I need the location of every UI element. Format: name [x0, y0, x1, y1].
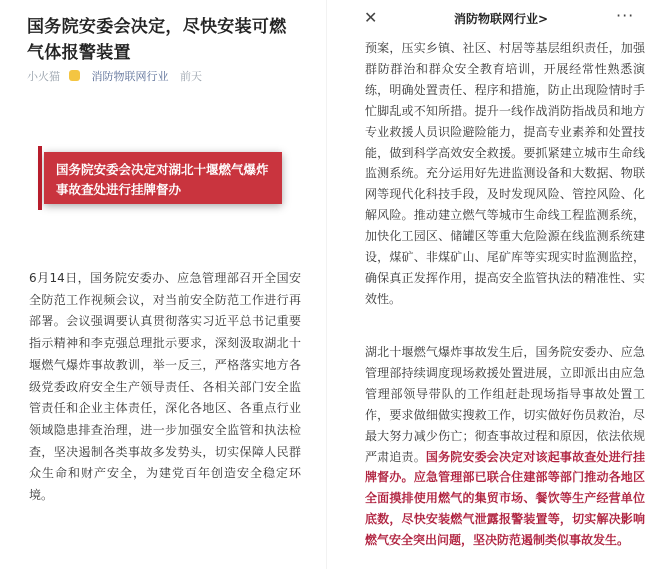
- article-meta: [27, 68, 210, 84]
- author-name[interactable]: 小火猫: [27, 70, 80, 83]
- highlighted-text: 国务院安委会决定对该起事故查处进行挂牌督办。应急管理部已联合住建部等部门推动各地区全面摸排使用燃气的集贸市场、餐饮等生产经营单位底数，尽快安装燃气泄露报警装置等，切实解决影响燃气安全突出问题，坚决防范遏制类似事故发生。: [365, 449, 645, 548]
- article-paragraph-final: [365, 342, 645, 551]
- pane-divider: [326, 0, 327, 569]
- headline-banner-image: 国务院安委会决定对湖北十堰燃气爆炸事故查处进行挂牌督办: [44, 152, 282, 204]
- cat-emoji-icon: [69, 70, 80, 81]
- account-link[interactable]: 消防物联网行业: [91, 70, 169, 83]
- top-navigation-bar: [344, 0, 656, 36]
- article-paragraph: 预案，压实乡镇、社区、村居等基层组织责任，加强群防群治和群众安全教育培训，开展经常性熟悉演练，明确处置责任、程序和措施，防止出现险情时手忙脚乱或不知所措。提升一线作战消防指战员和地方专业救援人员识险避险能力，提高专业素养和处置技能，做到科学高效安全救援。要抓紧建立城市生命线监测系统。充分运用好先进监测设备和大数据、物联网等现代化科技手段，及时发现风险、管控风险、化解风险。推动建立燃气等城市生命线工程监测系统，加快化工园区、储罐区等重大危险源在线监测系统建设，煤矿、非煤矿山、尾矿库等实现实时监测监控，确保真正发挥作用，提高安全监管执法的精准性、实效性。: [365, 41, 645, 306]
- close-icon[interactable]: ✕: [364, 8, 378, 27]
- article-body-paragraph: 6月14日，国务院安委办、应急管理部召开全国安全防范工作视频会议，对当前安全防范工作进行再部署。会议强调要认真贯彻落实习近平总书记重要指示精神和李克强总理批示要求，深刻汲取湖北十堰燃气爆炸事故教训，举一反三，严格落实地方各级党委政府安全生产领导责任、各相关部门安全监管责任和企业主体责任，深化各地区、各重点行业领域隐患排查治理，进一步加强安全监管和执法检查，坚决遏制各类事故多发势头，切实保障人民群众生命和财产安全，为建党百年创造安全稳定环境。: [29, 271, 301, 503]
- header-account-title[interactable]: 消防物联网行业>: [454, 12, 549, 26]
- article-left-pane: [0, 0, 316, 569]
- article-title: 国务院安委会决定，尽快安装可燃气体报警装置: [27, 17, 287, 63]
- paragraph-text: 湖北十堰燃气爆炸事故发生后，国务院安委办、应急管理部持续调度现场救援处置进展，立即派出由应急管理部领导带队的工作组赶赴现场指导事故处置工作，要求做细做实搜救工作，切实做好伤员救治，尽最大努力减少伤亡；彻查事故过程和原因，依法依规严肃追责。: [365, 345, 645, 464]
- more-options-icon[interactable]: ···: [616, 6, 635, 25]
- chevron-right-icon: >: [538, 12, 549, 26]
- article-right-pane: [344, 0, 656, 569]
- publish-time: 前天: [180, 70, 202, 83]
